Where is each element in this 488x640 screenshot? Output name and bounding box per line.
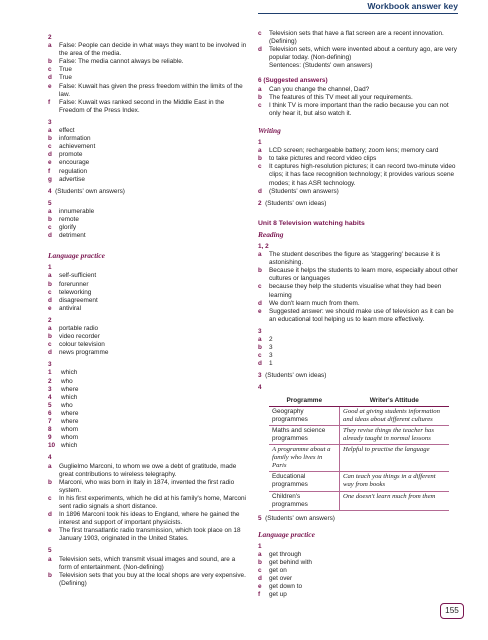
item-text: 3 <box>269 352 273 360</box>
answer-list <box>48 272 248 312</box>
exercise-number: 3 <box>258 327 262 335</box>
answer-list <box>48 42 248 115</box>
item-label: d <box>258 575 262 583</box>
item-text: remote <box>59 215 79 223</box>
item-text: which <box>61 369 78 377</box>
item-label: 3 <box>48 385 52 393</box>
item-text: It captures high-resolution pictures; it can record two-minute video clips; it has face recognition technology; it provides various scene modes; it has ASR technology. <box>269 163 456 187</box>
item-text: get on <box>269 567 287 575</box>
item-label: g <box>48 175 52 183</box>
item-text: False: The media cannot always be reliable. <box>59 58 184 66</box>
sentences-note: Sentences: (Students' own answers) <box>269 62 373 70</box>
list-item <box>48 369 248 377</box>
exercise-number-label: 5 <box>258 514 262 522</box>
answer-list <box>258 86 458 118</box>
list-item <box>48 426 248 434</box>
item-text: False: Kuwait has given the press freedom within the limits of the law. <box>59 82 243 98</box>
programme-cell: Maths and science programmes <box>269 425 340 444</box>
list-item <box>48 297 248 305</box>
list-item <box>258 283 458 299</box>
exercise-number: 3 <box>48 118 52 126</box>
item-text: Television sets that you buy at the local shops are very expensive. (Defining) <box>59 571 246 587</box>
item-text: Marconi, who was born in Italy in 1874, invented the first radio system. <box>59 478 235 494</box>
exercise-number-label: 2 <box>258 199 262 207</box>
item-label: a <box>48 325 52 332</box>
item-text: 1 <box>269 360 273 368</box>
exercise-number <box>258 515 458 523</box>
list-item <box>48 143 248 151</box>
item-label: a <box>48 42 52 50</box>
item-label: d <box>258 187 262 195</box>
exercise-number: 1 <box>48 264 52 272</box>
item-text: False: Kuwait was ranked second in the Middle East in the Freedom of the Press Index. <box>59 98 225 114</box>
list-item <box>48 135 248 143</box>
item-label: a <box>258 251 262 259</box>
item-label: b <box>258 93 262 101</box>
item-label: a <box>258 147 262 155</box>
attitude-table <box>269 396 449 511</box>
list-item <box>48 305 248 313</box>
item-text: Television sets that have a flat screen are a recent innovation. (Defining) <box>269 30 444 46</box>
answer-list <box>258 551 458 600</box>
exercise-number <box>258 200 458 208</box>
item-label: c <box>48 494 52 502</box>
item-text: True <box>59 66 72 74</box>
item-label: e <box>258 583 262 591</box>
item-text: get over <box>269 575 293 583</box>
item-label: d <box>48 296 52 304</box>
item-text: teleworking <box>59 288 92 296</box>
item-label: c <box>258 567 262 575</box>
item-text: False: People can decide in what ways they want to be involved in the area of the media. <box>59 42 247 58</box>
item-label: c <box>258 101 262 109</box>
table-row <box>269 472 449 491</box>
list-item <box>258 575 458 583</box>
item-text: get down to <box>269 583 303 591</box>
item-label: c <box>48 66 52 74</box>
item-label: 4 <box>48 393 52 401</box>
programme-cell: Educational programmes <box>269 472 340 491</box>
item-text: The features of this TV meet all your requirements. <box>269 93 413 101</box>
item-label: a <box>48 272 52 280</box>
list-item <box>48 83 248 99</box>
list-item <box>48 325 248 333</box>
item-text: whom <box>61 434 79 442</box>
item-text: I think TV is more important than the radio because you can not only hear it, but also watch it. <box>269 101 449 117</box>
item-text: 3 <box>269 344 273 352</box>
exercise-number: 3 <box>48 361 52 369</box>
table-row <box>269 406 449 425</box>
item-label: d <box>48 151 52 159</box>
item-label: c <box>48 341 52 349</box>
list-item <box>48 216 248 224</box>
item-text: get up <box>269 591 287 599</box>
table-row <box>269 445 449 472</box>
item-text: which <box>61 393 78 401</box>
item-label: 1 <box>48 369 52 377</box>
item-text: forerunner <box>59 280 89 288</box>
list-item <box>48 463 248 479</box>
answer-list <box>48 556 248 588</box>
exercise-number: 4 <box>48 454 52 462</box>
item-text: video recorder <box>59 333 100 341</box>
item-label: b <box>48 571 52 579</box>
answer-list <box>48 127 248 184</box>
exercise-number: 4 <box>258 384 262 392</box>
item-text: innumerable <box>59 207 95 215</box>
list-item <box>48 151 248 159</box>
exercise-text: (Students' own ideas) <box>265 199 327 207</box>
list-item <box>48 386 248 394</box>
list-item <box>258 147 458 155</box>
item-label: d <box>48 349 52 357</box>
list-item <box>48 281 248 289</box>
item-text: Suggested answer: we should make use of television as it can be an educational tool helping us to learn more effectively. <box>269 307 454 323</box>
item-label: 10 <box>48 442 56 450</box>
exercise-text: (Students' own answers) <box>265 514 335 522</box>
item-text: encourage <box>59 159 90 167</box>
item-text: The first transatlantic radio transmission, which took place on 18 January 1903, originated in the United States. <box>59 527 241 543</box>
list-item <box>258 46 458 62</box>
list-item <box>48 479 248 495</box>
item-label: d <box>48 232 52 240</box>
item-text: 2 <box>269 336 273 343</box>
list-item <box>258 267 458 283</box>
item-label: 5 <box>48 401 52 409</box>
item-label: d <box>258 360 262 368</box>
item-label: b <box>258 267 262 275</box>
item-text: We don't learn much from them. <box>269 299 360 307</box>
item-label: e <box>48 527 52 535</box>
item-label: c <box>258 352 262 360</box>
header-title: Workbook answer key <box>367 1 458 11</box>
list-item <box>48 289 248 297</box>
programme-cell: Geography programmes <box>269 406 340 425</box>
item-label: b <box>258 155 262 163</box>
answer-list <box>48 208 248 240</box>
item-label: d <box>258 299 262 307</box>
list-item <box>258 102 458 118</box>
exercise-number: 6 (Suggested answers) <box>258 77 328 85</box>
answer-list <box>258 30 458 62</box>
list-item <box>48 272 248 280</box>
item-text: LCD screen; rechargeable battery; zoom lens; memory card <box>269 147 439 155</box>
item-label: d <box>258 46 262 54</box>
list-item <box>48 527 248 543</box>
exercise-number <box>48 188 248 196</box>
item-label: c <box>258 163 262 171</box>
list-item <box>48 66 248 74</box>
item-text: who <box>61 377 73 385</box>
item-text: effect <box>59 127 75 135</box>
item-label: b <box>258 559 262 567</box>
attitude-cell: One doesn't learn much from them <box>340 491 450 510</box>
exercise-number-label: 3 <box>258 372 262 380</box>
item-label: a <box>258 85 262 93</box>
section-heading: Reading <box>258 229 284 239</box>
list-item <box>258 188 458 196</box>
answer-list <box>48 369 248 450</box>
exercise-number-label: 4 <box>48 187 52 195</box>
list-item <box>258 155 458 163</box>
list-item <box>48 127 248 135</box>
item-label: c <box>258 283 262 291</box>
page-number: 155 <box>440 603 464 619</box>
item-text: detriment <box>59 232 86 240</box>
item-text: colour television <box>59 341 105 349</box>
item-label: b <box>258 344 262 352</box>
attitude-cell: They revise things the teacher has already taught in normal lessons <box>340 425 450 444</box>
item-label: b <box>48 478 52 486</box>
exercise-number: 1 <box>258 542 262 550</box>
item-label: e <box>48 159 52 167</box>
item-label: d <box>48 74 52 82</box>
list-item <box>48 58 248 66</box>
item-label: a <box>258 336 262 343</box>
attitude-cell: Good at giving students information and ideas about different cultures <box>340 406 450 425</box>
item-text: Because it helps the students to learn more, especially about other cultures or languages <box>269 267 458 283</box>
item-label: b <box>48 280 52 288</box>
list-item <box>48 208 248 216</box>
list-item <box>48 410 248 418</box>
right-column <box>258 30 458 600</box>
item-text: In 1896 Marconi took his ideas to England, where he gained the interest and support of important physicists. <box>59 511 240 527</box>
table-row <box>269 491 449 510</box>
table-header-programme: Programme <box>269 396 340 407</box>
list-item <box>258 251 458 267</box>
item-label: e <box>258 307 262 315</box>
item-label: a <box>48 207 52 215</box>
item-label: c <box>48 224 52 232</box>
list-item <box>48 378 248 386</box>
list-item <box>258 86 458 94</box>
attitude-cell: Helpful to practise the language <box>340 445 450 472</box>
item-text: news programme <box>59 349 109 357</box>
exercise-number: 1 <box>258 139 262 147</box>
list-item <box>48 341 248 349</box>
item-text: glorify <box>59 224 77 232</box>
header-rule <box>258 13 458 14</box>
item-text: whom <box>61 426 79 434</box>
item-text: Can you change the channel, Dad? <box>269 85 370 93</box>
item-label: 8 <box>48 426 52 434</box>
list-item <box>48 402 248 410</box>
item-text: to take pictures and record video clips <box>269 155 377 163</box>
list-item <box>48 168 248 176</box>
item-label: b <box>48 215 52 223</box>
list-item <box>48 224 248 232</box>
item-text: who <box>61 401 73 409</box>
item-label: c <box>48 288 52 296</box>
list-item <box>258 30 458 46</box>
programme-cell: A programme about a family who lives in Paris <box>269 445 340 472</box>
programme-cell: Children's programmes <box>269 491 340 510</box>
item-text: self-sufficient <box>59 272 97 280</box>
item-text: portable radio <box>59 325 99 332</box>
item-text: where <box>61 385 79 393</box>
list-item <box>258 94 458 102</box>
exercise-text: (Students' own answers) <box>55 187 125 195</box>
item-label: a <box>258 550 262 558</box>
item-label: f <box>48 98 51 106</box>
item-text: The student describes the figure as 'staggering' because it is astonishing. <box>269 251 441 267</box>
item-text: regulation <box>59 167 88 175</box>
exercise-number: 2 <box>48 316 52 324</box>
exercise-number: 5 <box>48 199 52 207</box>
list-item <box>258 591 458 599</box>
item-label: f <box>48 167 51 175</box>
list-item <box>258 583 458 591</box>
answer-list <box>48 463 248 544</box>
item-label: 2 <box>48 377 52 385</box>
section-heading: Language practice <box>48 251 105 261</box>
item-label: c <box>258 30 262 37</box>
list-item <box>48 511 248 527</box>
item-label: e <box>48 82 52 90</box>
item-text: achievement <box>59 143 96 151</box>
item-label: b <box>48 58 52 66</box>
list-item <box>258 559 458 567</box>
item-text: (Students' own answers) <box>269 187 339 195</box>
list-item <box>48 74 248 82</box>
list-item <box>48 495 248 511</box>
item-text: where <box>61 409 79 417</box>
item-label: d <box>48 511 52 519</box>
item-text: Television sets, which transmit visual images and sound, are a form of entertainment. (Non-defining) <box>59 555 236 571</box>
list-item <box>48 176 248 184</box>
item-label: f <box>258 591 261 599</box>
item-label: b <box>48 135 52 143</box>
list-item <box>48 418 248 426</box>
item-text: advertise <box>59 175 85 183</box>
item-text: antiviral <box>59 304 82 312</box>
list-item <box>258 344 458 352</box>
list-item <box>258 352 458 360</box>
exercise-number <box>258 372 458 380</box>
section-heading: Language practice <box>258 529 315 539</box>
item-text: get through <box>269 550 302 558</box>
list-item <box>48 394 248 402</box>
item-text: True <box>59 74 72 82</box>
item-text: because they help the students visualise what they had been learning <box>269 283 442 299</box>
item-text: where <box>61 418 79 426</box>
item-text: get behind with <box>269 559 312 567</box>
item-label: a <box>48 462 52 470</box>
left-column <box>48 30 248 588</box>
list-item <box>258 360 458 368</box>
item-label: 9 <box>48 434 52 442</box>
list-item <box>48 572 248 588</box>
item-label: 6 <box>48 409 52 417</box>
list-item <box>258 300 458 308</box>
item-text: which <box>61 442 78 450</box>
list-item <box>258 308 458 324</box>
item-label: e <box>48 304 52 312</box>
list-item <box>48 232 248 240</box>
list-item <box>48 42 248 58</box>
item-text: disagreement <box>59 296 98 304</box>
item-label: b <box>48 333 52 341</box>
list-item <box>258 567 458 575</box>
answer-list <box>258 251 458 324</box>
item-label: a <box>48 555 52 563</box>
list-item <box>258 62 458 70</box>
list-item <box>258 163 458 187</box>
list-item <box>48 349 248 357</box>
answer-list <box>48 325 248 357</box>
section-heading: Writing <box>258 125 281 135</box>
item-label: c <box>48 143 52 151</box>
list-item <box>48 434 248 442</box>
item-text: In his first experiments, which he did at his family's home, Marconi sent radio signals a short distance. <box>59 494 246 510</box>
list-item <box>48 442 248 450</box>
item-label: 7 <box>48 418 52 426</box>
list-item <box>48 159 248 167</box>
table-row <box>269 425 449 444</box>
unit-heading: Unit 8 Television watching habits <box>258 219 365 227</box>
exercise-number: 1, 2 <box>258 242 269 250</box>
exercise-number: 5 <box>48 547 52 555</box>
list-item <box>48 333 248 341</box>
list-item <box>258 336 458 344</box>
item-text: Guglielmo Marconi, to whom we owe a debt of gratitude, made great contributions to wireless telegraphy. <box>59 462 237 478</box>
item-text: Television sets, which were invented about a century ago, are very popular today. (Non-defining) <box>269 46 457 62</box>
exercise-number: 2 <box>48 34 52 41</box>
item-text: promote <box>59 151 83 159</box>
list-item <box>48 556 248 572</box>
answer-list <box>258 147 458 196</box>
list-item <box>258 551 458 559</box>
item-text: information <box>59 135 91 143</box>
table-header-attitude: Writer's Attitude <box>340 396 450 407</box>
item-label: a <box>48 127 52 135</box>
answer-list <box>258 336 458 368</box>
exercise-text: (Students' own ideas) <box>265 372 327 380</box>
list-item <box>48 99 248 115</box>
attitude-cell: Can teach you things in a different way from books <box>340 472 450 491</box>
